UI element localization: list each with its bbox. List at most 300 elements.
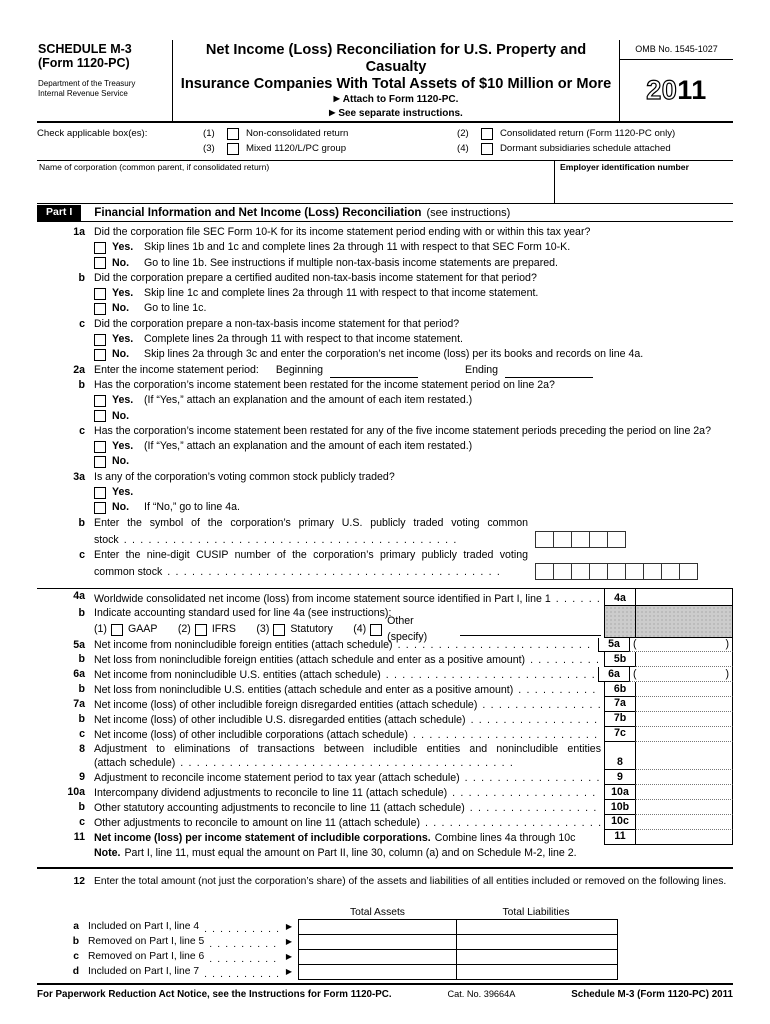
year-outline-part: 20 bbox=[646, 75, 678, 105]
line-11-bold-text: Net income (loss) per income statement of includible corporations. bbox=[94, 831, 431, 844]
entry-5b[interactable] bbox=[635, 652, 733, 667]
line-3a-option-yes bbox=[94, 485, 733, 500]
line12-row-label-wrap bbox=[37, 964, 299, 980]
line-number: b bbox=[78, 683, 85, 696]
option-label: No. bbox=[112, 348, 130, 361]
dot-leader bbox=[466, 713, 601, 727]
income-line-4b bbox=[37, 606, 733, 643]
treasury-label: Department of the Treasury bbox=[38, 79, 136, 88]
line-1b-body bbox=[94, 271, 733, 317]
line-number-empty bbox=[37, 845, 94, 860]
attach-instruction: Attach to Form 1120-PC. bbox=[342, 94, 459, 105]
total-assets-input-d[interactable] bbox=[298, 964, 457, 980]
line-number: b bbox=[78, 653, 85, 666]
line-number: c bbox=[79, 727, 85, 740]
section-divider bbox=[37, 867, 733, 869]
year-bold-part: 11 bbox=[677, 75, 707, 105]
line-7a-label: 7a bbox=[604, 697, 635, 712]
standard-option-number: (2) bbox=[177, 622, 191, 635]
beginning-label: Beginning bbox=[275, 363, 324, 376]
form-header bbox=[37, 40, 733, 123]
line-8-text-continuation: (attach schedule) bbox=[94, 757, 176, 770]
cusip-cell-3[interactable] bbox=[571, 563, 590, 580]
line-2b-yes-checkbox[interactable] bbox=[94, 395, 106, 407]
question-text-continuation: common stock bbox=[94, 565, 163, 578]
line12-row-c bbox=[37, 949, 733, 965]
line-8-text-wrap bbox=[94, 742, 604, 771]
income-line-6a bbox=[37, 667, 733, 682]
entry-8[interactable] bbox=[635, 742, 733, 771]
part1-line-1a bbox=[37, 225, 733, 271]
line-7a-text-wrap bbox=[94, 697, 604, 712]
check-boxes-caption: Check applicable box(es): bbox=[37, 128, 148, 139]
line-3c-body bbox=[94, 548, 733, 580]
symbol-cell-4[interactable] bbox=[589, 531, 608, 548]
standard-option-number: (1) bbox=[94, 622, 107, 635]
right-arrow-icon bbox=[286, 922, 295, 932]
dormant-subsidiaries-label: Dormant subsidiaries schedule attached bbox=[500, 143, 671, 154]
paren-open: ( bbox=[633, 667, 637, 680]
question-text-continuation: stock bbox=[94, 533, 119, 546]
option-text: Skip lines 2a through 3c and enter the corporation’s net income (loss) per its books and records on line 4a. bbox=[144, 348, 644, 361]
line-7a-text: Net income (loss) of other includible foreign disregarded entities (attach schedule) bbox=[94, 698, 478, 711]
cusip-cell-9[interactable] bbox=[679, 563, 698, 580]
line-10b-text: Other statutory accounting adjustments to reconcile to line 11 (attach schedule) bbox=[94, 801, 465, 814]
entry-11[interactable] bbox=[635, 830, 733, 845]
income-line-9 bbox=[37, 770, 733, 785]
consolidated-return-checkbox[interactable] bbox=[481, 128, 493, 140]
line-10a-text-wrap bbox=[94, 785, 604, 800]
option-text: Skip lines 1b and 1c and complete lines 2a through 11 with respect to that SEC Form 10-K. bbox=[144, 241, 571, 254]
line-1a-option-yes bbox=[94, 240, 733, 255]
line-5a-label: 5a bbox=[598, 638, 629, 653]
entry-6a[interactable] bbox=[629, 667, 733, 682]
line12-row-label-wrap bbox=[37, 934, 299, 950]
dot-leader bbox=[447, 786, 601, 800]
entry-7a[interactable] bbox=[635, 697, 733, 712]
income-line-5b bbox=[37, 652, 733, 667]
line-3a-option-no bbox=[94, 500, 733, 515]
ein-label: Employer identification number bbox=[560, 162, 689, 172]
line-8-text-line2 bbox=[94, 756, 601, 770]
part1-title: Financial Information and Net Income (Loss) Reconciliation bbox=[94, 206, 422, 219]
dot-leader bbox=[381, 668, 595, 682]
line-6b-label: 6b bbox=[604, 682, 635, 697]
line-2c-option-no bbox=[94, 454, 733, 469]
statutory-checkbox[interactable] bbox=[273, 624, 285, 636]
option-label: Yes. bbox=[112, 394, 134, 407]
omb-number: OMB No. 1545-1027 bbox=[620, 40, 733, 60]
line-1b-option-yes bbox=[94, 286, 733, 301]
income-line-5a bbox=[37, 638, 733, 653]
line-7c-text: Net income (loss) of other includible corporations (attach schedule) bbox=[94, 728, 408, 741]
line-number: b bbox=[78, 271, 85, 284]
line-1c-yes-checkbox[interactable] bbox=[94, 334, 106, 346]
row-label: Removed on Part I, line 6 bbox=[88, 951, 205, 963]
line-number: 2a bbox=[73, 363, 85, 376]
form-id-block bbox=[37, 40, 173, 121]
part1-line-2a bbox=[37, 363, 733, 378]
line-5a-text-wrap bbox=[94, 638, 598, 653]
line-2c-yes-checkbox[interactable] bbox=[94, 441, 106, 453]
cusip-number-cells bbox=[536, 563, 698, 580]
line-number: 12 bbox=[73, 875, 85, 887]
line12-row-b bbox=[37, 934, 733, 950]
line-number: 6a bbox=[73, 668, 85, 681]
line-5b-text: Net loss from nonincludible foreign entities (attach schedule and enter as a positive amount) bbox=[94, 654, 526, 667]
mixed-group-label: Mixed 1120/L/PC group bbox=[246, 143, 347, 154]
box3-number: (3) bbox=[203, 143, 215, 154]
entry-5a[interactable] bbox=[629, 638, 733, 653]
row-label: Removed on Part I, line 5 bbox=[88, 936, 205, 948]
line-number: b bbox=[78, 801, 85, 814]
option-label: Yes. bbox=[112, 486, 134, 499]
income-line-10a bbox=[37, 785, 733, 800]
line-5b-label: 5b bbox=[604, 652, 635, 667]
paren-close: ) bbox=[725, 637, 729, 650]
schedule-footer-label: Schedule M-3 (Form 1120-PC) 2011 bbox=[571, 988, 733, 1000]
mixed-group-checkbox[interactable] bbox=[227, 143, 239, 155]
option-text: Go to line 1b. See instructions if multiple non-tax-basis income statements are prepared. bbox=[144, 256, 558, 269]
stock-symbol-cells bbox=[536, 531, 626, 548]
line-1c-no-checkbox[interactable] bbox=[94, 349, 106, 361]
line-3a-yes-checkbox[interactable] bbox=[94, 487, 106, 499]
line-10b-text-wrap bbox=[94, 800, 604, 815]
line-4b-text: Indicate accounting standard used for line 4a (see instructions): bbox=[94, 607, 392, 620]
line-9-label: 9 bbox=[604, 770, 635, 785]
line-3a-body bbox=[94, 470, 733, 516]
line-11-text: Combine lines 4a through 10c bbox=[434, 831, 576, 844]
line-11-label: 11 bbox=[604, 830, 635, 845]
part1-subtitle: (see instructions) bbox=[426, 206, 511, 219]
dot-leader bbox=[408, 728, 601, 742]
line-number: 3a bbox=[73, 470, 85, 483]
income-statement-period-row bbox=[94, 363, 733, 378]
line12-row-a bbox=[37, 919, 733, 935]
standard-option-number: (4) bbox=[353, 622, 367, 635]
dot-leader bbox=[199, 969, 282, 980]
line-7b-text: Net income (loss) of other includible U.S. disregarded entities (attach schedule) bbox=[94, 713, 466, 726]
line-4a-label: 4a bbox=[604, 589, 635, 606]
dormant-subsidiaries-checkbox[interactable] bbox=[481, 143, 493, 155]
income-line-10c bbox=[37, 815, 733, 830]
standard-option-number: (3) bbox=[256, 622, 270, 635]
income-line-4a bbox=[37, 589, 733, 606]
line-6a-text: Net income from nonincludible U.S. entities (attach schedule) bbox=[94, 669, 381, 681]
line-4a-text-wrap bbox=[94, 589, 604, 606]
paperwork-notice: For Paperwork Reduction Act Notice, see the Instructions for Form 1120-PC. bbox=[37, 988, 392, 1000]
line-7b-text-wrap bbox=[94, 712, 604, 727]
line-number: b bbox=[78, 516, 85, 529]
row-label: Included on Part I, line 4 bbox=[88, 921, 200, 933]
income-line-7b bbox=[37, 712, 733, 727]
ending-date-input[interactable] bbox=[505, 364, 593, 378]
omb-year-block bbox=[619, 40, 733, 121]
line-number: 8 bbox=[79, 742, 85, 755]
entry-9[interactable] bbox=[635, 770, 733, 785]
ein-input[interactable] bbox=[560, 172, 728, 202]
line-5b-text-wrap bbox=[94, 652, 604, 667]
line-4b-text-wrap bbox=[94, 606, 604, 643]
cusip-cell-5[interactable] bbox=[607, 563, 626, 580]
entry-7c[interactable] bbox=[635, 727, 733, 742]
form-footer bbox=[37, 985, 733, 1000]
line-number: 5a bbox=[73, 638, 85, 651]
line-2b-option-yes bbox=[94, 393, 733, 408]
entry-7b[interactable] bbox=[635, 712, 733, 727]
line-4b-shaded-label-cell bbox=[604, 606, 635, 637]
line-9-text-wrap bbox=[94, 770, 604, 785]
line-number: c bbox=[79, 317, 85, 330]
option-label: Yes. bbox=[112, 287, 134, 300]
cusip-cell-4[interactable] bbox=[589, 563, 608, 580]
line-number: b bbox=[78, 607, 85, 620]
symbol-cell-3[interactable] bbox=[571, 531, 590, 548]
box4-number: (4) bbox=[457, 143, 469, 154]
income-line-8 bbox=[37, 742, 733, 771]
row-letter: c bbox=[73, 951, 79, 963]
line-8-label: 8 bbox=[604, 742, 635, 771]
paren-close: ) bbox=[725, 667, 729, 680]
line12-row-label-wrap bbox=[37, 919, 299, 935]
part1-line-3b bbox=[37, 516, 733, 548]
option-text: (If “Yes,” attach an explanation and the amount of each item restated.) bbox=[144, 394, 473, 407]
line-10a-text: Intercompany dividend adjustments to reconcile to line 11 (attach schedule) bbox=[94, 786, 448, 799]
line-1b-no-checkbox[interactable] bbox=[94, 303, 106, 315]
accounting-standard-options bbox=[94, 615, 601, 643]
line-number: 9 bbox=[79, 771, 85, 784]
dot-leader bbox=[175, 756, 598, 770]
question-text: Is any of the corporation’s voting common stock publicly traded? bbox=[94, 470, 395, 483]
right-arrow-icon bbox=[286, 967, 295, 977]
note-text-wrap bbox=[94, 845, 733, 860]
line-10c-label: 10c bbox=[604, 815, 635, 830]
corporation-name-label: Name of corporation (common parent, if consolidated return) bbox=[39, 162, 270, 172]
row-letter: d bbox=[72, 966, 79, 978]
line-2c-option-yes bbox=[94, 439, 733, 454]
line-number: b bbox=[78, 378, 85, 391]
symbol-cell-2[interactable] bbox=[553, 531, 572, 548]
line-number: c bbox=[79, 816, 85, 829]
option-text: If “No,” go to line 4a. bbox=[144, 501, 240, 514]
line-1c-body bbox=[94, 317, 733, 363]
option-label: Yes. bbox=[112, 241, 134, 254]
question-text: Has the corporation’s income statement been restated for any of the five income statement periods preceding the period on line 2a? bbox=[94, 424, 711, 437]
line-2b-option-no bbox=[94, 409, 733, 424]
box2-number: (2) bbox=[457, 128, 469, 139]
option-text: Skip line 1c and complete lines 2a through 11 with respect to that income statement. bbox=[144, 287, 539, 300]
option-label: No. bbox=[112, 455, 130, 468]
dot-leader bbox=[460, 771, 601, 785]
income-line-7c bbox=[37, 727, 733, 742]
standard-option-label: Statutory bbox=[290, 622, 333, 635]
entry-4a[interactable] bbox=[635, 589, 733, 606]
question-text: Has the corporation’s income statement been restated for the income statement period on line 2a? bbox=[94, 378, 555, 391]
line-2c-body bbox=[94, 424, 733, 470]
option-label: No. bbox=[112, 409, 130, 422]
line-10c-text: Other adjustments to reconcile to amount on line 11 (attach schedule) bbox=[94, 816, 421, 829]
question-text: Did the corporation prepare a non-tax-basis income statement for that period? bbox=[94, 317, 460, 330]
ending-label: Ending bbox=[465, 363, 499, 376]
ifrs-checkbox[interactable] bbox=[195, 624, 207, 636]
line-number: 11 bbox=[73, 830, 85, 843]
see-instructions: See separate instructions. bbox=[338, 107, 463, 119]
row-letter: b bbox=[72, 936, 79, 948]
standard-option-label: GAAP bbox=[127, 622, 158, 635]
line-1c-option-no bbox=[94, 347, 733, 362]
cusip-cell-1[interactable] bbox=[535, 563, 554, 580]
total-assets-input-c[interactable] bbox=[298, 949, 457, 965]
question-text: Did the corporation prepare a certified audited non-tax-basis income statement for that period? bbox=[94, 271, 537, 284]
line-number: c bbox=[79, 424, 85, 437]
part1-header-bar bbox=[37, 204, 733, 222]
dot-leader bbox=[393, 638, 595, 652]
option-label: No. bbox=[112, 302, 130, 315]
cusip-cell-6[interactable] bbox=[625, 563, 644, 580]
other-specify-input[interactable] bbox=[460, 623, 601, 636]
part1-line-1c bbox=[37, 317, 733, 363]
line-1b-option-no bbox=[94, 301, 733, 316]
total-liabilities-input-a[interactable] bbox=[456, 919, 618, 935]
form-title-block bbox=[173, 40, 619, 121]
entry-10b[interactable] bbox=[635, 800, 733, 815]
dot-leader bbox=[420, 816, 601, 830]
income-line-7a bbox=[37, 697, 733, 712]
line-4b-shaded-entry-cell bbox=[635, 606, 733, 637]
schedule-label: SCHEDULE M-3 bbox=[38, 42, 132, 56]
part1-line-3c bbox=[37, 548, 733, 580]
consolidated-return-label: Consolidated return (Form 1120-PC only) bbox=[500, 128, 676, 139]
total-liabilities-input-d[interactable] bbox=[456, 964, 618, 980]
line-7c-text-wrap bbox=[94, 727, 604, 742]
option-label: Yes. bbox=[112, 333, 134, 346]
row-label: Included on Part I, line 7 bbox=[88, 966, 200, 978]
line-number: 10a bbox=[67, 786, 85, 799]
right-arrow-icon bbox=[286, 937, 295, 947]
line-8-text-line1: Adjustment to eliminations of transactions between includible entities and nonincludible entities bbox=[94, 742, 601, 755]
option-label: No. bbox=[112, 501, 130, 514]
line-2b-no-checkbox[interactable] bbox=[94, 410, 106, 422]
dot-leader bbox=[119, 533, 536, 548]
entry-10a[interactable] bbox=[635, 785, 733, 800]
check-row-2 bbox=[37, 142, 733, 155]
symbol-cell-1[interactable] bbox=[535, 531, 554, 548]
form-title-line1: Net Income (Loss) Reconciliation for U.S. Property and Casualty bbox=[205, 42, 587, 75]
right-arrow-icon bbox=[329, 108, 338, 119]
line-number: b bbox=[78, 712, 85, 725]
right-arrow-icon bbox=[286, 952, 295, 962]
line-1a-no-checkbox[interactable] bbox=[94, 257, 106, 269]
line-number: 1a bbox=[73, 226, 85, 238]
cusip-cell-8[interactable] bbox=[661, 563, 680, 580]
option-label: Yes. bbox=[112, 440, 134, 453]
option-text: Complete lines 2a through 11 with respect to that income statement. bbox=[144, 333, 463, 346]
ein-cell bbox=[554, 161, 733, 203]
income-line-6b bbox=[37, 682, 733, 697]
part1-line-3a bbox=[37, 470, 733, 516]
line-6b-text-wrap bbox=[94, 682, 604, 697]
standard-option-label: IFRS bbox=[211, 622, 236, 635]
option-text: (If “Yes,” attach an explanation and the amount of each item restated.) bbox=[144, 440, 473, 453]
total-liabilities-input-b[interactable] bbox=[456, 934, 618, 950]
line-7b-label: 7b bbox=[604, 712, 635, 727]
row-letter: a bbox=[73, 921, 79, 933]
corporation-name-cell bbox=[37, 161, 554, 203]
part1-questions bbox=[37, 222, 733, 580]
cusip-cell-7[interactable] bbox=[643, 563, 662, 580]
line-1a-yes-checkbox[interactable] bbox=[94, 242, 106, 254]
line-number: 7a bbox=[73, 698, 85, 711]
option-label: No. bbox=[112, 256, 130, 269]
line-3a-no-checkbox[interactable] bbox=[94, 502, 106, 514]
catalog-number: Cat. No. 39664A bbox=[447, 988, 516, 999]
line12-row-label-wrap bbox=[37, 949, 299, 965]
entry-10c[interactable] bbox=[635, 815, 733, 830]
part1-line-2b bbox=[37, 378, 733, 424]
question-text-line2 bbox=[94, 563, 733, 580]
form-title-line2: Insurance Companies With Total Assets of $10 Million or More bbox=[180, 76, 612, 92]
check-row-1 bbox=[37, 127, 733, 140]
note-bold: Note. bbox=[94, 846, 121, 859]
income-reconciliation-block bbox=[37, 588, 733, 859]
name-ein-row bbox=[37, 161, 733, 204]
line-6b-text: Net loss from nonincludible U.S. entities (attach schedule and enter as a positive amount) bbox=[94, 683, 514, 696]
dot-leader bbox=[162, 565, 536, 580]
income-line-11 bbox=[37, 830, 733, 845]
note-text: Part I, line 11, must equal the amount on Part II, line 30, column (a) and on Schedule M-2, line 2. bbox=[124, 846, 577, 859]
non-consolidated-label: Non-consolidated return bbox=[246, 128, 349, 139]
cusip-cell-2[interactable] bbox=[553, 563, 572, 580]
question-text-line1: Enter the nine-digit CUSIP number of the corporation’s primary publicly traded voting bbox=[94, 548, 528, 561]
box1-number: (1) bbox=[203, 128, 215, 139]
non-consolidated-checkbox[interactable] bbox=[227, 128, 239, 140]
total-liabilities-input-c[interactable] bbox=[456, 949, 618, 965]
line-1a-option-no bbox=[94, 256, 733, 271]
line-10a-label: 10a bbox=[604, 785, 635, 800]
leader-wrap bbox=[94, 565, 536, 580]
line-2c-no-checkbox[interactable] bbox=[94, 456, 106, 468]
line-1b-yes-checkbox[interactable] bbox=[94, 288, 106, 300]
question-text-line2 bbox=[94, 531, 733, 548]
total-assets-input-a[interactable] bbox=[298, 919, 457, 935]
line-1c-option-yes bbox=[94, 332, 733, 347]
other-checkbox[interactable] bbox=[370, 624, 382, 636]
question-text-line1: Enter the symbol of the corporation’s primary U.S. publicly traded voting common bbox=[94, 516, 528, 529]
option-text: Go to line 1c. bbox=[144, 302, 207, 315]
line-6a-label: 6a bbox=[598, 667, 629, 682]
line-9-text: Adjustment to reconcile income statement period to tax year (attach schedule) bbox=[94, 772, 460, 785]
part1-tag: Part I bbox=[37, 205, 81, 221]
leader-wrap bbox=[94, 533, 536, 548]
line-5a-text: Net income from nonincludible foreign entities (attach schedule) bbox=[94, 639, 393, 652]
line-3b-body bbox=[94, 516, 733, 548]
gaap-checkbox[interactable] bbox=[111, 624, 123, 636]
beginning-date-input[interactable] bbox=[330, 364, 418, 378]
total-assets-input-b[interactable] bbox=[298, 934, 457, 950]
corporation-name-input[interactable] bbox=[39, 172, 552, 202]
dot-leader bbox=[465, 801, 601, 815]
right-arrow-icon bbox=[334, 94, 343, 105]
entry-6b[interactable] bbox=[635, 682, 733, 697]
dot-leader bbox=[551, 592, 601, 606]
dot-leader bbox=[477, 698, 601, 712]
line-6a-text-wrap bbox=[94, 667, 598, 682]
symbol-cell-5[interactable] bbox=[607, 531, 626, 548]
dot-leader bbox=[513, 683, 601, 697]
line-7c-label: 7c bbox=[604, 727, 635, 742]
irs-label: Internal Revenue Service bbox=[38, 88, 128, 98]
question-text: Did the corporation file SEC Form 10-K for its income statement period ending with or within this tax year? bbox=[94, 226, 591, 238]
